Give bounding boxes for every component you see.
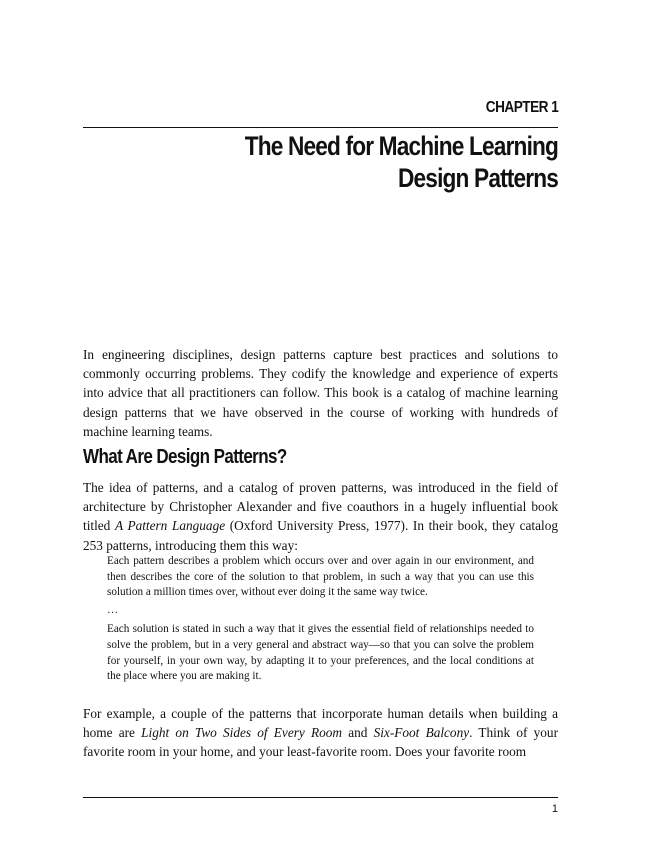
text-run: and — [342, 725, 374, 741]
text-run: For example, a couple of the patterns that incorporate human details when building a home are — [83, 706, 558, 741]
text-run: (Oxford University Press, 1977). In their book, they catalog 253 patterns, introducing them this way: — [83, 518, 559, 553]
chapter-title-line-1: The Need for Machine Learning — [244, 131, 558, 161]
block-quote — [107, 554, 534, 685]
section-heading: What Are Design Patterns? — [83, 446, 287, 468]
book-title-italic: A Pattern Language — [114, 518, 226, 534]
footer-divider — [83, 797, 558, 798]
book-page — [83, 0, 558, 861]
pattern-name-italic: Light on Two Sides of Every Room — [141, 725, 343, 741]
chapter-title-line-2: Design Patterns — [397, 163, 558, 193]
quote-paragraph-1: Each pattern describes a problem which occurs over and over again in our environment, and then describes the core of the solution to that problem, in such a way that you can use this solution a million times over, without ever doing it the same way twice. — [107, 555, 534, 599]
chapter-label: CHAPTER 1 — [485, 99, 558, 116]
page-number: 1 — [551, 803, 558, 815]
section-paragraph-1 — [83, 478, 558, 555]
chapter-title — [245, 130, 558, 194]
header-divider — [83, 127, 558, 128]
pattern-name-italic: Six-Foot Balcony — [373, 725, 470, 741]
quote-ellipsis: … — [107, 603, 119, 616]
text-run: . Think of your favorite room in your home, and your least-favorite room. Does your favorite room — [83, 725, 558, 760]
intro-paragraph: In engineering disciplines, design patterns capture best practices and solutions to commonly occurring problems. They codify the knowledge and experience of experts into advice that all practitioners can follow. This book is a catalog of machine learning design patterns that we have observed in the course of working with hundreds of machine learning teams. — [83, 347, 558, 439]
quote-paragraph-2: Each solution is stated in such a way that it gives the essential field of relationships needed to solve the problem, but in a very general and abstract way—so that you can solve the problem for yourself, in your own way, by adapting it to your preferences, and the local conditions at the place where you are making it. — [107, 623, 534, 683]
text-run: The idea of patterns, and a catalog of proven patterns, was introduced in the field of architecture by Christopher Alexander and five coauthors in a hugely influential book titled — [83, 480, 558, 534]
section-paragraph-2 — [83, 704, 558, 762]
